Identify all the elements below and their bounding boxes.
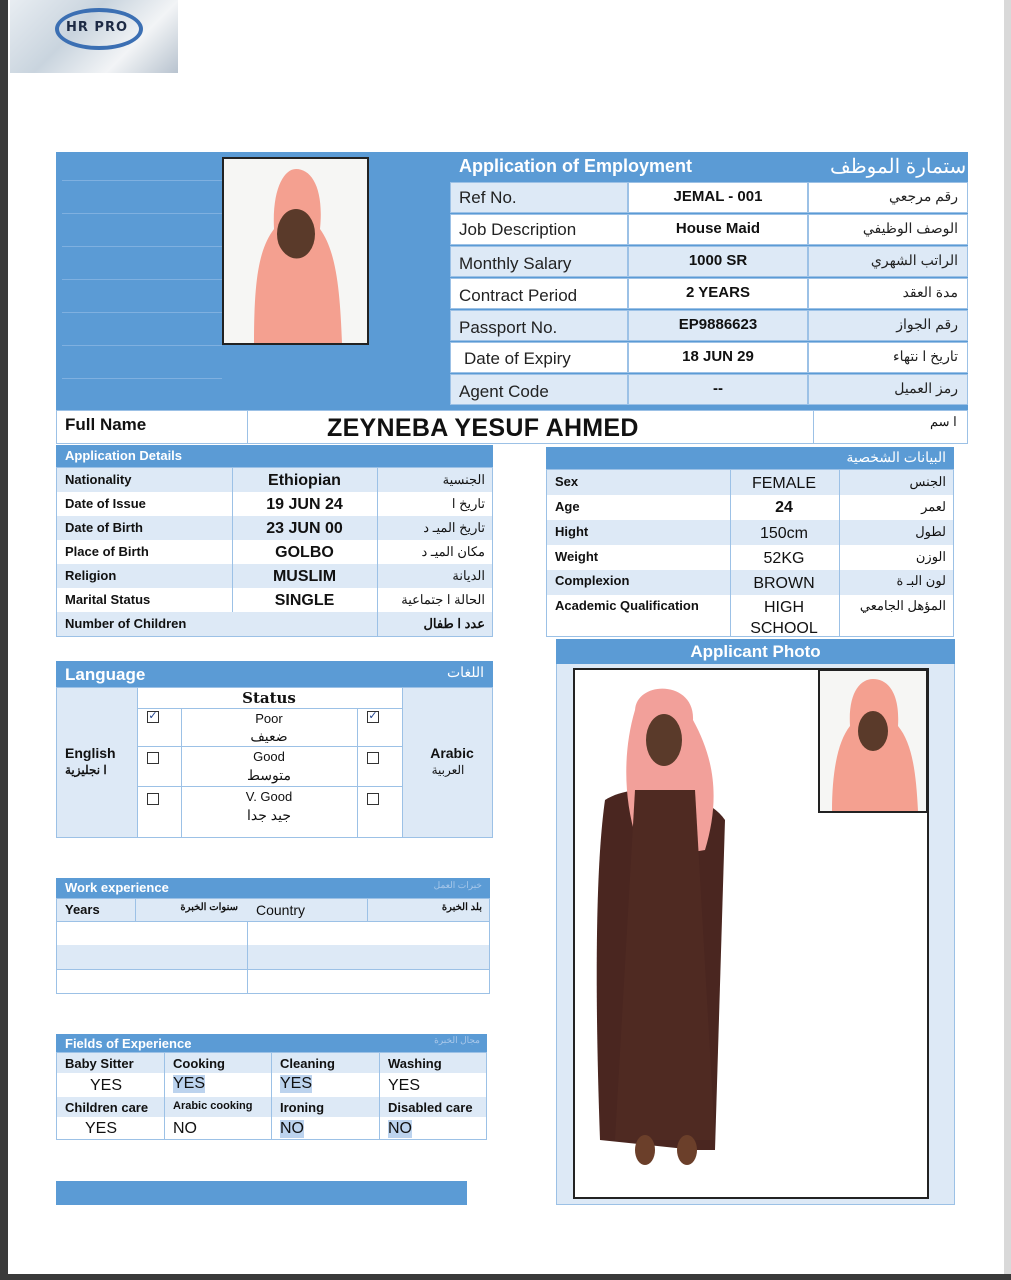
info-row: [450, 374, 968, 405]
field-label: Cleaning: [280, 1056, 335, 1071]
language-title-arabic: اللغات: [447, 664, 484, 680]
field-label: Ironing: [280, 1100, 325, 1115]
field-value: YES: [85, 1120, 118, 1137]
field-value: YES: [280, 1075, 313, 1092]
logo-text: HR PRO: [66, 20, 129, 35]
personal-label: Age: [555, 499, 580, 514]
personal-label: Sex: [555, 474, 579, 489]
field-value: YES: [388, 1077, 421, 1094]
personal-label: Weight: [555, 549, 599, 564]
fields-of-experience-title-arabic: مجال الخبرة: [434, 1035, 480, 1045]
field-label: Cooking: [173, 1056, 225, 1071]
applicant-photo-title: Applicant Photo: [690, 642, 821, 661]
detail-label-arabic: مكان الميـ د: [421, 544, 485, 559]
page-frame-left: [0, 0, 8, 1280]
full-name-value: ZEYNEBA YESUF AHMED: [327, 414, 639, 442]
detail-label: Number of Children: [65, 616, 187, 631]
detail-label-arabic: الحالة ا جتماعية: [401, 592, 485, 607]
country-column-header: Country: [256, 902, 306, 918]
work-experience-title-arabic: خبرات العمل: [433, 880, 482, 890]
info-label-arabic: مدة العقد: [902, 284, 958, 300]
info-label-arabic: الراتب الشهري: [870, 252, 958, 268]
info-row: [450, 182, 968, 213]
field-value: NO: [388, 1120, 412, 1137]
footer-bar: [56, 1181, 467, 1205]
info-row: [450, 278, 968, 309]
info-value: EP9886623: [678, 316, 758, 333]
field-label: Arabic cooking: [173, 1100, 253, 1112]
arabic-label-arabic: العربية: [431, 763, 465, 777]
company-logo: [10, 0, 178, 73]
form-title-arabic: استمارة الموظف: [830, 156, 972, 178]
work-experience-title: Work experience: [65, 880, 169, 895]
info-value: 18 JUN 29: [682, 348, 754, 365]
detail-label-arabic: الديانة: [452, 568, 485, 583]
detail-value: MUSLIM: [272, 568, 337, 585]
personal-value: HIGH: [764, 599, 804, 616]
language-status-header: Status: [242, 689, 296, 707]
field-label: Disabled care: [388, 1100, 473, 1115]
field-label: Baby Sitter: [65, 1056, 134, 1071]
page-frame-right: [1004, 0, 1011, 1280]
detail-label: Nationality: [65, 472, 132, 487]
info-value: JEMAL - 001: [673, 188, 763, 205]
personal-value: 24: [775, 499, 793, 516]
detail-value: SINGLE: [274, 592, 335, 609]
detail-label: Marital Status: [65, 592, 151, 607]
info-row: [450, 214, 968, 245]
level-label: V. Good: [245, 789, 293, 804]
level-label-arabic: متوسط: [247, 767, 291, 783]
level-label-arabic: ضعيف: [250, 728, 288, 744]
info-value: --: [713, 380, 723, 397]
arabic-good-checkbox[interactable]: [367, 752, 379, 764]
personal-label: Complexion: [555, 573, 630, 588]
personal-label-arabic: لعمر: [921, 499, 946, 514]
arabic-poor-checkbox[interactable]: ✓: [368, 710, 378, 722]
detail-label: Religion: [65, 568, 117, 583]
personal-value: BROWN: [753, 575, 815, 592]
english-poor-checkbox[interactable]: ✓: [148, 710, 158, 722]
personal-label-arabic: لون البـ ة: [896, 573, 946, 588]
english-good-checkbox[interactable]: [147, 752, 159, 764]
info-label: Passport No.: [459, 318, 558, 337]
personal-label-arabic: الوزن: [915, 549, 946, 564]
level-label: Poor: [255, 711, 283, 726]
personal-value: FEMALE: [751, 475, 816, 492]
form-title: Application of Employment: [459, 156, 693, 176]
level-label: Good: [253, 749, 285, 764]
info-label-arabic: رمز العميل: [894, 380, 958, 396]
info-row: [450, 310, 968, 341]
field-value: NO: [173, 1120, 197, 1137]
arabic-label: Arabic: [430, 745, 474, 761]
application-details-title: Application Details: [65, 448, 183, 463]
info-label-arabic: رقم مرجعي: [889, 188, 958, 204]
info-row: [450, 342, 968, 373]
personal-info-title-arabic: البيانات الشخصية: [846, 449, 946, 465]
fields-of-experience-title: Fields of Experience: [65, 1036, 192, 1051]
detail-value: GOLBO: [275, 544, 334, 561]
info-value: 1000 SR: [688, 252, 748, 269]
detail-label-arabic: الجنسية: [442, 472, 485, 487]
field-label: Washing: [388, 1056, 442, 1071]
english-label-arabic: ا نجليزية: [65, 763, 107, 777]
personal-label: Academic Qualification: [555, 598, 699, 613]
info-label: Monthly Salary: [459, 254, 572, 273]
headshot-photo: [818, 669, 928, 813]
personal-label: Hight: [555, 524, 589, 539]
detail-label-arabic: تاريخ الميـ د: [423, 520, 485, 535]
personal-label-arabic: لطول: [915, 524, 946, 539]
info-label-arabic: تاريخ ا نتهاء: [893, 348, 958, 364]
info-label-arabic: رقم الجواز: [896, 316, 958, 332]
info-label-arabic: الوصف الوظيفي: [862, 220, 958, 236]
field-label: Children care: [65, 1100, 149, 1115]
info-row: [450, 246, 968, 277]
info-label: Ref No.: [459, 188, 517, 207]
english-vgood-checkbox[interactable]: [147, 793, 159, 805]
years-column-header-arabic: سنوات الخبرة: [180, 902, 238, 913]
personal-label-arabic: المؤهل الجامعي: [859, 598, 946, 613]
info-label: Contract Period: [459, 286, 578, 305]
passport-photo: [222, 157, 369, 345]
info-value: 2 YEARS: [686, 284, 750, 301]
field-value: YES: [90, 1077, 123, 1094]
full-name-label-arabic: ا سم: [930, 414, 957, 429]
detail-label: Place of Birth: [65, 544, 149, 559]
detail-value: 23 JUN 00: [266, 520, 343, 537]
info-label: Agent Code: [459, 382, 549, 401]
english-label: English: [65, 745, 116, 761]
detail-label: Date of Issue: [65, 496, 146, 511]
detail-label-arabic: تاريخ ا: [451, 496, 485, 511]
personal-value: 52KG: [763, 550, 805, 567]
detail-label: Date of Birth: [65, 520, 143, 535]
field-value: NO: [280, 1120, 304, 1137]
field-value: YES: [173, 1075, 206, 1092]
level-label-arabic: جيد جدا: [246, 807, 291, 823]
info-label: Job Description: [459, 220, 577, 239]
detail-label-arabic: عدد ا طفال: [423, 616, 485, 631]
personal-label-arabic: الجنس: [909, 474, 946, 489]
page-frame-bottom: [0, 1274, 1011, 1280]
full-name-label: Full Name: [65, 415, 147, 434]
country-column-header-arabic: بلد الخبرة: [441, 902, 482, 913]
language-title: Language: [65, 665, 146, 684]
detail-value: 19 JUN 24: [266, 496, 343, 513]
personal-value-line2: SCHOOL: [750, 620, 818, 637]
personal-value: 150cm: [759, 525, 809, 542]
detail-value: Ethiopian: [268, 472, 341, 489]
years-column-header: Years: [65, 902, 100, 917]
info-value: House Maid: [675, 220, 761, 237]
info-label: Date of Expiry: [464, 349, 571, 368]
arabic-vgood-checkbox[interactable]: [367, 793, 379, 805]
